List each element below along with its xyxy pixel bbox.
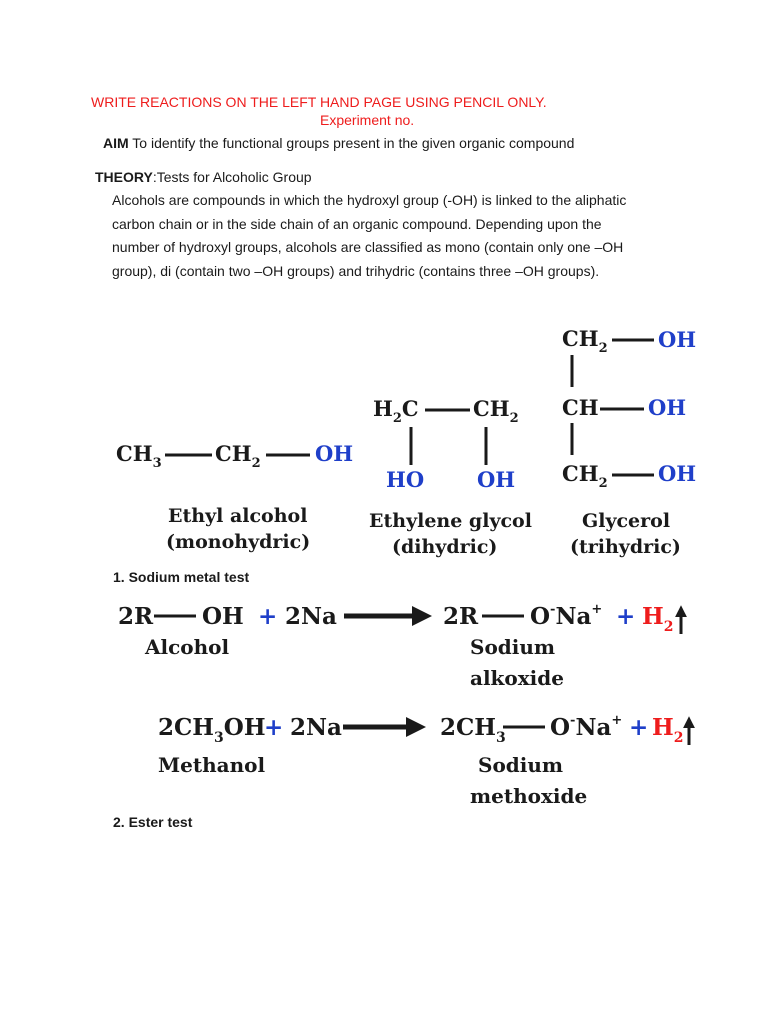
theory-paragraph: Alcohols are compounds in which the hydroxyl group (-OH) is linked to the aliphatic carbon chain or in the side chain of an organic compound. Depending upon the number of hydroxyl groups, alcohols are classified as mono (contain only one –OH group), di (contain two –OH groups) and trihydric (contains three –OH groups).	[112, 192, 627, 279]
theory-label: THEORY	[95, 169, 153, 185]
svg-text:CH2: $CH_2$	[215, 441, 261, 471]
reaction2-oh: OH	[223, 714, 266, 741]
reaction1-hydrogen: H	[642, 603, 664, 630]
ester-test-heading: 2. Ester test	[113, 814, 193, 830]
ethyl-ch2: CH	[215, 441, 252, 466]
svg-text:H2: $H_2$	[652, 714, 684, 746]
reaction1-plus-1: +	[258, 603, 278, 630]
aim-line	[103, 136, 574, 150]
reaction-general	[118, 602, 681, 690]
reaction2-product-name-2: methoxide	[470, 784, 588, 808]
theory-heading: :Tests for Alcoholic Group	[152, 169, 312, 185]
svg-text:H2: $H_2$	[642, 603, 674, 635]
glycerol-name: Glycerol	[582, 510, 671, 532]
glycerol-ch: CH	[562, 395, 599, 420]
glycerol-type: (trihydric)	[570, 536, 681, 558]
glycerol-ch2-top: CH	[562, 326, 599, 351]
svg-text:O-Na+: O-Na+	[550, 713, 623, 741]
svg-text:H2C: $H_2C$	[373, 396, 419, 426]
ethyl-alcohol-type: (monohydric)	[166, 531, 311, 553]
svg-text:O-Na+: O-Na+	[530, 602, 603, 630]
reaction-methanol	[158, 713, 689, 808]
sodium-metal-test-heading: 1. Sodium metal test	[113, 569, 250, 585]
glycol-oh: OH	[477, 467, 516, 492]
glycerol-oh-bottom: OH	[658, 461, 697, 486]
sodium-test-reactions-figure	[0, 590, 768, 815]
reaction1-product-name-1: Sodium	[470, 635, 556, 659]
svg-text:CH2: $CH_2$	[562, 326, 608, 356]
ethyl-ch3: CH	[116, 441, 153, 466]
reaction1-na-ion: Na	[555, 603, 592, 630]
reaction2-plus-1: +	[264, 714, 284, 741]
svg-text:2CH3OH: $2CH_3OH$	[158, 714, 266, 746]
reaction2-na-ion: Na	[575, 714, 612, 741]
reaction1-plus-2: +	[616, 603, 636, 630]
reaction2-sodium: 2Na	[290, 714, 342, 741]
svg-text:CH2: $CH_2$	[473, 396, 519, 426]
ethylene-glycol-structure	[369, 396, 532, 558]
reaction1-product-name-2: alkoxide	[470, 666, 564, 690]
glycol-c: C	[401, 396, 419, 421]
reaction1-reactant: 2R	[118, 603, 154, 630]
aim-text: To identify the functional groups present in the given organic compound	[128, 135, 575, 151]
aim-label: AIM	[103, 135, 129, 151]
ethyl-alcohol-structure	[116, 441, 353, 553]
instruction-text: WRITE REACTIONS ON THE LEFT HAND PAGE USING PENCIL ONLY.	[91, 94, 547, 110]
reaction1-oxygen: O	[530, 603, 551, 630]
ethylene-glycol-type: (dihydric)	[392, 536, 498, 558]
svg-text:CH2: $CH_2$	[562, 461, 608, 491]
glycerol-oh-mid: OH	[648, 395, 687, 420]
reaction2-hydrogen: H	[652, 714, 674, 741]
reaction1-sodium: 2Na	[285, 603, 337, 630]
glycerol-structure	[562, 326, 696, 558]
reaction1-product: 2R	[443, 603, 479, 630]
reaction2-reactant: 2CH	[158, 714, 215, 741]
reaction2-methanol-label: Methanol	[158, 753, 266, 777]
reaction2-product-name-1: Sodium	[478, 753, 564, 777]
reaction1-oh: OH	[202, 603, 244, 630]
ethyl-alcohol-name: Ethyl alcohol	[168, 505, 308, 527]
ethyl-oh: OH	[315, 441, 354, 466]
glycerol-oh-top: OH	[658, 327, 697, 352]
reaction1-alcohol-label: Alcohol	[145, 635, 230, 659]
glycol-ho: HO	[386, 467, 425, 492]
reaction2-plus-2: +	[629, 714, 649, 741]
ethylene-glycol-name: Ethylene glycol	[369, 510, 532, 532]
reaction2-oxygen: O	[550, 714, 571, 741]
theory-line	[95, 170, 312, 184]
experiment-number-label: Experiment no.	[320, 112, 415, 128]
glycerol-ch2-bottom: CH	[562, 461, 599, 486]
reaction2-product: 2CH	[440, 714, 497, 741]
alcohol-structures-figure	[0, 315, 768, 565]
glycol-h: H	[373, 396, 393, 421]
glycol-ch2: CH	[473, 396, 510, 421]
svg-text:2CH3: $2CH_3$	[440, 714, 506, 746]
svg-text:CH3: $CH_3$	[116, 441, 162, 471]
